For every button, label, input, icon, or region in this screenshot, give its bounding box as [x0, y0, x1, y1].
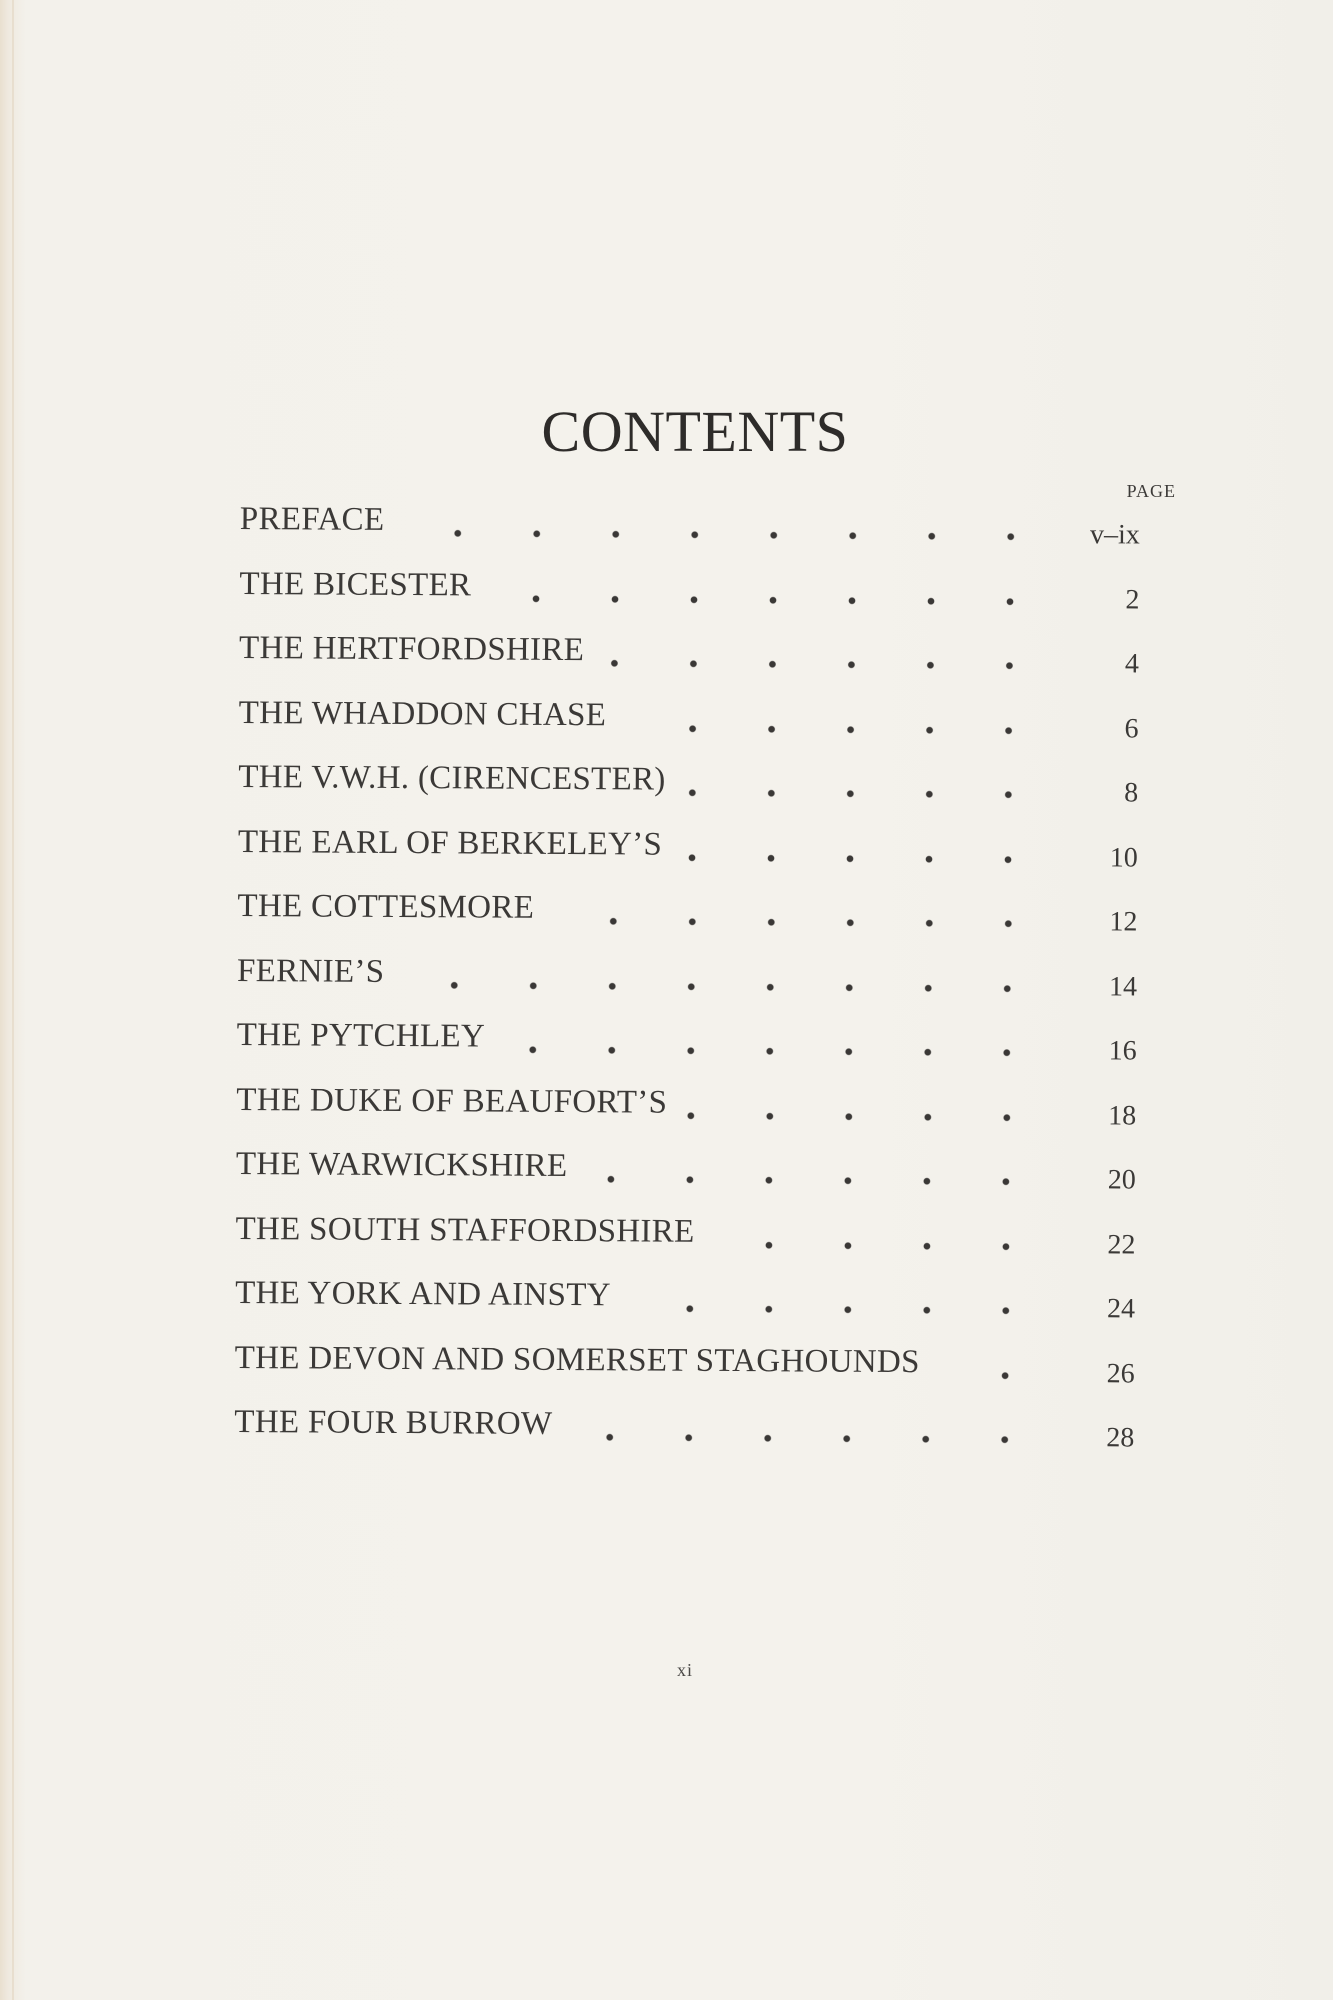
toc-entry: [238, 688, 1138, 758]
toc-entry-title: THE FOUR BURROW: [234, 1403, 553, 1442]
toc-entry-title: THE EARL OF BERKELEY’S: [237, 823, 663, 863]
toc-entry-page: 4: [1124, 648, 1140, 680]
dot-leader: [679, 756, 1048, 808]
toc-entry: [239, 559, 1139, 629]
toc-entry-page: 28: [1106, 1422, 1135, 1454]
page-number: xi: [676, 1660, 693, 1680]
dot-leader: [485, 561, 1049, 614]
toc-entry-page: 12: [1109, 906, 1138, 938]
page-edge-shadow: [12, 0, 14, 2000]
toc-entry-page: 6: [1124, 712, 1139, 744]
toc-entry: [235, 1269, 1135, 1339]
toc-entry-page: v–ix: [1089, 519, 1140, 551]
toc-entry: [237, 882, 1137, 952]
toc-entry-title: THE DUKE OF BEAUFORT’S: [236, 1081, 668, 1121]
dot-leader: [934, 1338, 1045, 1389]
toc-entry: [236, 1140, 1136, 1210]
toc-entry-title: THE V.W.H. (CIRENCESTER): [238, 758, 666, 798]
toc-entry-title: THE WARWICKSHIRE: [235, 1145, 568, 1185]
toc-entry-title: THE YORK AND AINSTY: [235, 1274, 611, 1314]
toc-entry: [236, 1011, 1136, 1081]
toc-entry-title: THE PYTCHLEY: [236, 1016, 486, 1055]
toc-entry-page: 16: [1108, 1035, 1137, 1067]
dot-leader: [681, 1078, 1046, 1130]
toc-entry: [238, 817, 1138, 887]
toc-entry-page: 2: [1125, 583, 1140, 615]
toc-entry-title: THE BICESTER: [239, 565, 472, 603]
toc-entry-page: 14: [1108, 970, 1138, 1002]
toc-entry-title: THE DEVON AND SOMERSET STAGHOUNDS: [234, 1339, 920, 1380]
toc-entry-title: THE WHADDON CHASE: [238, 694, 607, 733]
toc-entry-page: 18: [1108, 1099, 1137, 1131]
toc-entry: [239, 624, 1139, 694]
toc-entry-page: 8: [1124, 777, 1139, 809]
toc-entry: [238, 753, 1138, 823]
toc-entry-title: THE SOUTH STAFFORDSHIRE: [235, 1210, 695, 1250]
dot-leader: [398, 947, 1047, 1001]
toc-entry-page: 20: [1107, 1164, 1136, 1196]
dot-leader: [499, 1013, 1047, 1066]
page-title: CONTENTS: [541, 399, 849, 464]
toc-entry-title: THE HERTFORDSHIRE: [238, 629, 585, 669]
toc-entry-title: PREFACE: [239, 500, 385, 538]
dot-leader: [708, 1207, 1045, 1259]
toc-entry: [234, 1398, 1134, 1468]
page-column-label: PAGE: [1126, 481, 1176, 501]
contents-list: [234, 495, 1140, 1468]
dot-leader: [548, 884, 1048, 937]
dot-leader: [566, 1400, 1044, 1453]
toc-entry: [235, 1204, 1135, 1274]
dot-leader: [598, 626, 1049, 679]
toc-entry-page: 26: [1106, 1357, 1135, 1389]
toc-entry-page: 10: [1109, 841, 1138, 873]
dot-leader: [625, 1271, 1046, 1324]
toc-entry: [236, 1075, 1136, 1145]
dot-leader: [398, 496, 1050, 550]
toc-entry-page: 22: [1107, 1228, 1136, 1260]
toc-entry-title: THE COTTESMORE: [237, 887, 535, 926]
toc-entry: [237, 946, 1137, 1016]
toc-entry: [234, 1333, 1134, 1403]
dot-leader: [676, 820, 1048, 872]
toc-entry-title: FERNIE’S: [236, 952, 385, 990]
toc-entry: [240, 495, 1140, 565]
dot-leader: [620, 691, 1049, 744]
dot-leader: [581, 1142, 1046, 1195]
toc-entry-page: 24: [1106, 1293, 1136, 1325]
